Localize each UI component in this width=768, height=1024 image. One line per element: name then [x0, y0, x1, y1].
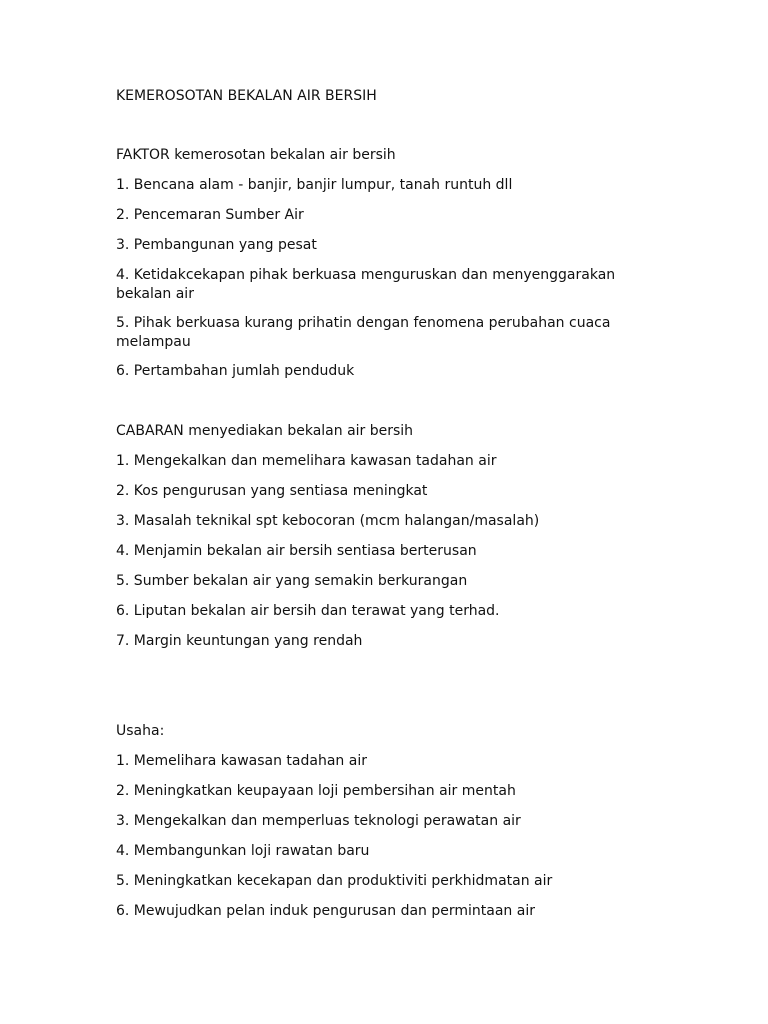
section-heading-faktor: FAKTOR kemerosotan bekalan air bersih: [116, 147, 396, 163]
list-item: 4. Membangunkan loji rawatan baru: [116, 843, 370, 859]
section-heading-cabaran: CABARAN menyediakan bekalan air bersih: [116, 423, 414, 439]
document-title: KEMEROSOTAN BEKALAN AIR BERSIH: [116, 88, 377, 104]
list-item: 4. Ketidakcekapan pihak berkuasa menguruskan dan menyenggarakan bekalan air: [116, 267, 616, 302]
list-item: 2. Pencemaran Sumber Air: [116, 207, 304, 223]
list-item: 7. Margin keuntungan yang rendah: [116, 633, 363, 649]
list-item: 4. Menjamin bekalan air bersih sentiasa berterusan: [116, 543, 477, 559]
list-item: 6. Liputan bekalan air bersih dan terawat yang terhad.: [116, 603, 500, 619]
list-item: 2. Kos pengurusan yang sentiasa meningkat: [116, 483, 428, 499]
list-item: 1. Bencana alam - banjir, banjir lumpur, tanah runtuh dll: [116, 177, 513, 193]
list-item: 5. Meningkatkan kecekapan dan produktiviti perkhidmatan air: [116, 873, 553, 889]
section-heading-usaha: Usaha:: [116, 723, 165, 739]
list-item: 6. Mewujudkan pelan induk pengurusan dan permintaan air: [116, 903, 535, 919]
list-item: 2. Meningkatkan keupayaan loji pembersihan air mentah: [116, 783, 516, 799]
list-item: 1. Memelihara kawasan tadahan air: [116, 753, 367, 769]
list-item: 3. Pembangunan yang pesat: [116, 237, 317, 253]
list-item: 5. Pihak berkuasa kurang prihatin dengan fenomena perubahan cuaca melampau: [116, 315, 611, 350]
list-item: 6. Pertambahan jumlah penduduk: [116, 363, 355, 379]
list-item: 3. Masalah teknikal spt kebocoran (mcm halangan/masalah): [116, 513, 540, 529]
list-item: 3. Mengekalkan dan memperluas teknologi perawatan air: [116, 813, 521, 829]
list-item: 5. Sumber bekalan air yang semakin berkurangan: [116, 573, 468, 589]
list-item: 1. Mengekalkan dan memelihara kawasan tadahan air: [116, 453, 497, 469]
